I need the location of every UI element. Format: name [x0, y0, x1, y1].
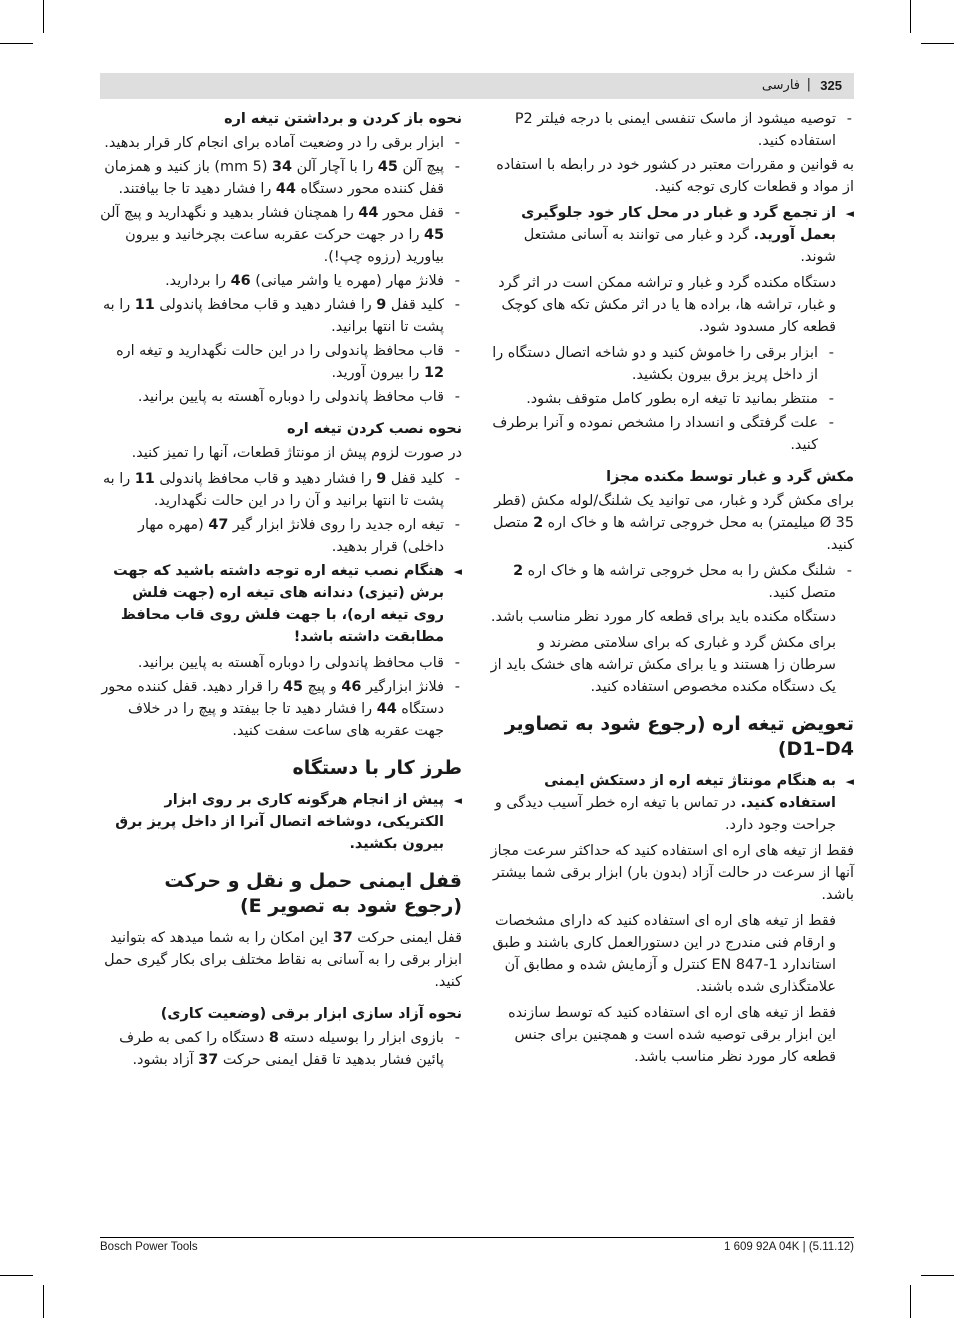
subheading: مکش گرد و غبار توسط مکنده مجزا: [606, 469, 854, 485]
text-run: را در جهت حرکت عقربه ساعت بچرخانید و بیرون بیاورید (رزوه چپ!).: [125, 227, 444, 265]
ref-number: 46: [230, 273, 251, 289]
paragraph: دستگاه مکنده باید برای قطعه کار مورد نظر مناسب باشد.: [490, 609, 836, 625]
text-run: آزاد بشود.: [132, 1052, 199, 1068]
text-run: کلید قفل: [386, 471, 444, 487]
text-run: فلانژ ابزارگیر: [361, 679, 444, 695]
header-separator: |: [806, 77, 811, 92]
ref-number: 34: [272, 159, 293, 175]
warning-item: [100, 560, 462, 648]
ref-number: 45: [377, 159, 398, 175]
ref-number: 37: [332, 930, 353, 946]
paragraph: فقط از تیغه های اره ای استفاده کنید که حداکثر سرعت مجاز آنها از سرعت در حالت آزاد (بدون بار) ابزار برقی شما بیشتر باشد.: [490, 843, 854, 903]
page-number: 325: [820, 78, 842, 93]
ref-number: 44: [275, 181, 296, 197]
paragraph: به قوانین و مقررات معتبر در کشور خود در رابطه با استفاده از مواد و قطعات کاری توجه کنید.: [496, 157, 854, 195]
crop-mark: [0, 1275, 33, 1276]
text-run: قاب محافظ پاندولی را در این حالت نگهدارید و تیغه اره: [116, 343, 444, 359]
text-run: دستگاه را کمی به طرف پائین فشار بدهید تا قفل ایمنی حرکت: [119, 1030, 444, 1068]
ref-number: 45: [283, 679, 304, 695]
paragraph: در صورت لزوم پیش از مونتاژ قطعات، آنها را تمیز کنید.: [131, 445, 462, 461]
section-heading: تعویض تیغه اره (رجوع شود به تصاویر D1–D4): [504, 713, 854, 760]
list-item: [488, 560, 854, 604]
list-item: [100, 1027, 462, 1071]
text-run: متصل کنید.: [768, 585, 836, 601]
paragraph: دستگاه مکنده گرد و غبار و تراشه ممکن است در اثر گرد و غبار، تراشه ها، براده ها یا در اثر مکش تکه های کوچک قطعه کار مسدود شود.: [498, 275, 836, 335]
text-run: را با آچار آلن: [292, 159, 378, 175]
section-heading: طرز کار با دستگاه: [292, 757, 462, 779]
subheading: نحوه آزاد سازی ابزار برقی (وضعیت کاری): [160, 1006, 462, 1022]
list-item: - علت گرفتگی و انسداد را مشخص نموده و آنرا برطرف کنید.: [488, 412, 836, 456]
paragraph: برای مکش گرد و غباری که برای سلامتی مضرند و سرطان زا هستند و یا برای مکش تراشه های خشک باید از یک دستگاه مکنده مخصوص استفاده کنید.: [490, 635, 836, 695]
text-run: را فشار دهید و قاب محافظ پاندولی: [154, 297, 377, 313]
text-run: تیغه اره جدید را روی فلانژ ابزار گیر: [228, 517, 444, 533]
list-item: [100, 156, 462, 200]
warning-item: [488, 770, 854, 836]
text-run: را قرار دهید. قفل کننده محور دستگاه: [101, 679, 444, 717]
ref-number: 44: [376, 701, 397, 717]
page-header: [100, 73, 854, 99]
crop-mark: [921, 1275, 954, 1276]
footer-doc-number: 1 609 92A 04K | (5.11.12): [723, 1241, 854, 1253]
ref-number: 47: [208, 517, 229, 533]
ref-number: 8: [268, 1030, 279, 1046]
warning-bold-text: پیش از انجام هرگونه کاری بر روی ابزار الکتریکی، دوشاخه اتصال آنرا از داخل پریز برق بیرون بکشید.: [115, 792, 444, 852]
text-run: متصل کنید.: [493, 515, 854, 553]
text-run: را بردارید.: [165, 273, 231, 289]
text-run: قفل محور: [378, 205, 444, 221]
subheading: نحوه باز کردن و برداشتن تیغه اره: [224, 111, 462, 127]
text-run: و پیچ: [303, 679, 342, 695]
paragraph: [488, 490, 854, 556]
warning-item: [488, 202, 854, 268]
list-item: - توصیه میشود از ماسک تنفسی ایمنی با درجه فیلتر P2 استفاده کنید.: [488, 108, 854, 152]
list-item: [100, 294, 462, 338]
warning-triangle-icon: ◄: [453, 794, 462, 807]
ref-number: 44: [358, 205, 379, 221]
list-item: [100, 514, 462, 558]
left-column: [100, 108, 462, 1073]
list-item: - ابزار برقی را در وضعیت آماده برای انجام کار قرار بدهید.: [100, 132, 462, 154]
ref-number: 11: [134, 471, 155, 487]
list-item: [100, 202, 462, 268]
list-item: [100, 676, 462, 742]
text-run: را فشار دهید و قاب محافظ پاندولی: [154, 471, 377, 487]
warning-bold-text: هنگام نصب تیغه اره توجه داشته باشید که جهت برش (تیزی) دندانه های تیغه اره (جهت فلش روی تیغه اره)، با جهت فلش روی قاب محافظ مطابقت داشته باشد!: [113, 563, 444, 645]
text-run: (5 mm) باز کنید و همزمان قفل کننده محور دستگاه: [104, 159, 444, 197]
text-run: شلنگ مکش را به محل خروجی تراشه ها و خاک اره: [523, 563, 836, 579]
text-run: (مهره مهار داخلی) قرار بدهید.: [138, 517, 444, 555]
list-item: [100, 270, 462, 292]
list-item: - ابزار برقی را خاموش کنید و دو شاخه اتصال دستگاه را از داخل پریز برق بیرون بکشید.: [488, 342, 836, 386]
crop-mark: [43, 0, 44, 33]
ref-number: 11: [134, 297, 155, 313]
ref-number: 45: [423, 227, 444, 243]
list-item: [100, 468, 462, 512]
ref-number: 9: [376, 297, 387, 313]
warning-triangle-icon: ◄: [845, 207, 854, 220]
text-run: برای مکش گرد و غبار، می توانید یک شلنگ/لوله مکش (قطر Ø 35 میلیمتر) به محل خروجی تراشه ها و خاک اره: [494, 493, 854, 531]
crop-mark: [921, 43, 954, 44]
list-item: - منتظر بمانید تا تیغه اره بطور کامل متوقف بشود.: [488, 388, 836, 410]
text-run: را فشار دهید تا جا بیفتد و پیچ را در خلاف جهت عقربه های ساعت سفت کنید.: [128, 701, 444, 739]
text-run: را به پشت تا انتها برانید.: [102, 297, 444, 335]
text-run: بازوی ابزار را بوسیله دسته: [278, 1030, 444, 1046]
warning-bold-text: به هنگام مونتاژ تیغه اره از دستکش ایمنی استفاده کنید.: [544, 773, 836, 811]
subheading: نحوه نصب کردن تیغه اره: [287, 421, 462, 437]
language-label: فارسی: [761, 78, 800, 93]
warning-bold-text: از تجمع گرد و غبار در محل کار خود جلوگیری بعمل آورید.: [521, 205, 836, 243]
text-run: فلانژ مهار (مهره یا واشر میانی): [250, 273, 444, 289]
warning-text: در تماس با تیغه اره خطر آسیب دیدگی و جراحت وجود دارد.: [494, 795, 836, 833]
list-item: [100, 340, 462, 384]
text-run: را بیرون آورید.: [331, 365, 424, 381]
right-column: [488, 108, 854, 1072]
footer-brand: Bosch Power Tools: [100, 1241, 198, 1253]
ref-number: 2: [513, 563, 524, 579]
ref-number: 46: [341, 679, 362, 695]
paragraph: فقط از تیغه های اره ای استفاده کنید که دارای مشخصات و ارقام فنی مندرج در این دستورالعمل کاری باشند و طبق استاندارد EN 847-1 کنترل و آزمایش شده و مطابق آن علامتگذاری شده باشند.: [492, 913, 836, 995]
text-run: را همچنان فشار بدهید و نگهدارید و پیچ آلن: [100, 205, 359, 221]
crop-mark: [910, 0, 911, 33]
text-run: را فشار دهید تا جا بیافتند.: [118, 181, 276, 197]
text-run: قفل ایمنی حرکت: [352, 930, 462, 946]
crop-mark: [910, 1285, 911, 1318]
warning-item: [100, 789, 462, 855]
warning-text: گرد و غبار می توانند به آسانی مشتعل شوند.: [523, 227, 836, 265]
text-run: کلید قفل: [386, 297, 444, 313]
ref-number: 12: [423, 365, 444, 381]
ref-number: 2: [533, 515, 544, 531]
paragraph: فقط از تیغه های اره ای استفاده کنید که توسط سازنده این ابزار برقی توصیه شده است و همچنین برای جنس قطعه کار مورد نظر مناسب باشد.: [508, 1005, 836, 1065]
warning-triangle-icon: ◄: [453, 565, 462, 578]
paragraph: [100, 927, 462, 993]
warning-triangle-icon: ◄: [845, 775, 854, 788]
list-item: - قاب محافظ پاندولی را دوباره آهسته به پایین برانید.: [100, 652, 462, 674]
crop-mark: [0, 43, 33, 44]
ref-number: 37: [198, 1052, 219, 1068]
footer-divider: [100, 1237, 854, 1238]
crop-mark: [43, 1285, 44, 1318]
text-run: را به پشت تا انتها برانید و آن را در این حالت نگهدارید.: [102, 471, 444, 509]
text-run: پیچ آلن: [397, 159, 444, 175]
ref-number: 9: [376, 471, 387, 487]
list-item: - قاب محافظ پاندولی را دوباره آهسته به پایین برانید.: [100, 386, 462, 408]
text-run: این امکان را به شما میدهد که بتوانید ابزار برقی را به آسانی به نقاط مختلف برای بکار گیری حمل کنید.: [104, 930, 462, 990]
section-heading: قفل ایمنی حمل و نقل و حرکت (رجوع شود به تصویر E): [164, 870, 462, 917]
